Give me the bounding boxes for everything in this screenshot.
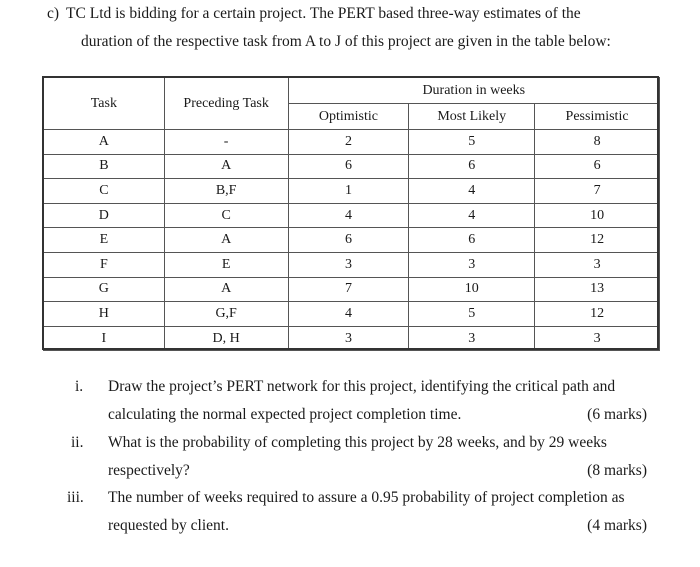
table-row xyxy=(44,203,660,228)
table-row xyxy=(44,179,660,204)
cell-pessimistic: 3 xyxy=(535,326,660,351)
table-row xyxy=(44,326,660,351)
cell-optimistic: 3 xyxy=(288,326,409,351)
question-2-marks: (8 marks) xyxy=(587,462,647,479)
cell-task: A xyxy=(44,130,165,155)
header-most-likely: Most Likely xyxy=(409,104,535,130)
cell-pessimistic: 12 xyxy=(535,302,660,327)
cell-optimistic: 2 xyxy=(288,130,409,155)
cell-most-likely: 3 xyxy=(409,326,535,351)
cell-preceding: A xyxy=(164,277,288,302)
intro-line-1 xyxy=(47,5,581,23)
cell-preceding: A xyxy=(164,228,288,253)
question-3-line-1: The number of weeks required to assure a 0.95 probability of project completion as xyxy=(108,489,625,506)
intro-line-2: duration of the respective task from A to J of this project are given in the table below: xyxy=(81,33,611,50)
table-row xyxy=(44,277,660,302)
header-duration-group: Duration in weeks xyxy=(288,78,659,104)
table-row xyxy=(44,302,660,327)
cell-preceding: E xyxy=(164,252,288,277)
cell-optimistic: 4 xyxy=(288,302,409,327)
question-3-line-2: requested by client. xyxy=(108,517,229,534)
cell-pessimistic: 13 xyxy=(535,277,660,302)
cell-optimistic: 6 xyxy=(288,228,409,253)
table-row xyxy=(44,252,660,277)
cell-preceding: D, H xyxy=(164,326,288,351)
cell-task: C xyxy=(44,179,165,204)
cell-most-likely: 3 xyxy=(409,252,535,277)
cell-pessimistic: 6 xyxy=(535,154,660,179)
cell-most-likely: 5 xyxy=(409,302,535,327)
cell-preceding: B,F xyxy=(164,179,288,204)
cell-most-likely: 6 xyxy=(409,154,535,179)
cell-optimistic: 1 xyxy=(288,179,409,204)
question-number-3: iii. xyxy=(67,489,84,506)
cell-pessimistic: 8 xyxy=(535,130,660,155)
table-row xyxy=(44,154,660,179)
cell-pessimistic: 7 xyxy=(535,179,660,204)
cell-pessimistic: 12 xyxy=(535,228,660,253)
cell-optimistic: 4 xyxy=(288,203,409,228)
cell-task: I xyxy=(44,326,165,351)
cell-most-likely: 5 xyxy=(409,130,535,155)
cell-task: G xyxy=(44,277,165,302)
intro-text-1: TC Ltd is bidding for a certain project. The PERT based three-way estimates of the xyxy=(66,5,581,22)
question-1-marks: (6 marks) xyxy=(587,406,647,423)
cell-task: H xyxy=(44,302,165,327)
header-task: Task xyxy=(44,78,165,130)
cell-preceding: G,F xyxy=(164,302,288,327)
question-1-line-1: Draw the project’s PERT network for this project, identifying the critical path and xyxy=(108,378,616,395)
cell-optimistic: 7 xyxy=(288,277,409,302)
table-row xyxy=(44,228,660,253)
part-label: c) xyxy=(47,5,60,22)
cell-preceding: - xyxy=(164,130,288,155)
cell-task: D xyxy=(44,203,165,228)
question-3-marks: (4 marks) xyxy=(587,517,647,534)
cell-preceding: C xyxy=(164,203,288,228)
table-row xyxy=(44,130,660,155)
cell-task: F xyxy=(44,252,165,277)
question-2-line-2: respectively? xyxy=(108,462,190,479)
header-optimistic: Optimistic xyxy=(288,104,409,130)
cell-preceding: A xyxy=(164,154,288,179)
cell-most-likely: 6 xyxy=(409,228,535,253)
cell-task: E xyxy=(44,228,165,253)
cell-optimistic: 6 xyxy=(288,154,409,179)
pert-estimates-table xyxy=(43,77,660,351)
cell-task: B xyxy=(44,154,165,179)
question-number-1: i. xyxy=(75,378,84,395)
cell-most-likely: 10 xyxy=(409,277,535,302)
cell-optimistic: 3 xyxy=(288,252,409,277)
cell-pessimistic: 10 xyxy=(535,203,660,228)
question-number-2: ii. xyxy=(71,434,84,451)
cell-pessimistic: 3 xyxy=(535,252,660,277)
header-preceding-task: Preceding Task xyxy=(164,78,288,130)
question-1-line-2: calculating the normal expected project completion time. xyxy=(108,406,462,423)
cell-most-likely: 4 xyxy=(409,179,535,204)
question-2-line-1: What is the probability of completing this project by 28 weeks, and by 29 weeks xyxy=(108,434,607,451)
cell-most-likely: 4 xyxy=(409,203,535,228)
header-pessimistic: Pessimistic xyxy=(535,104,660,130)
